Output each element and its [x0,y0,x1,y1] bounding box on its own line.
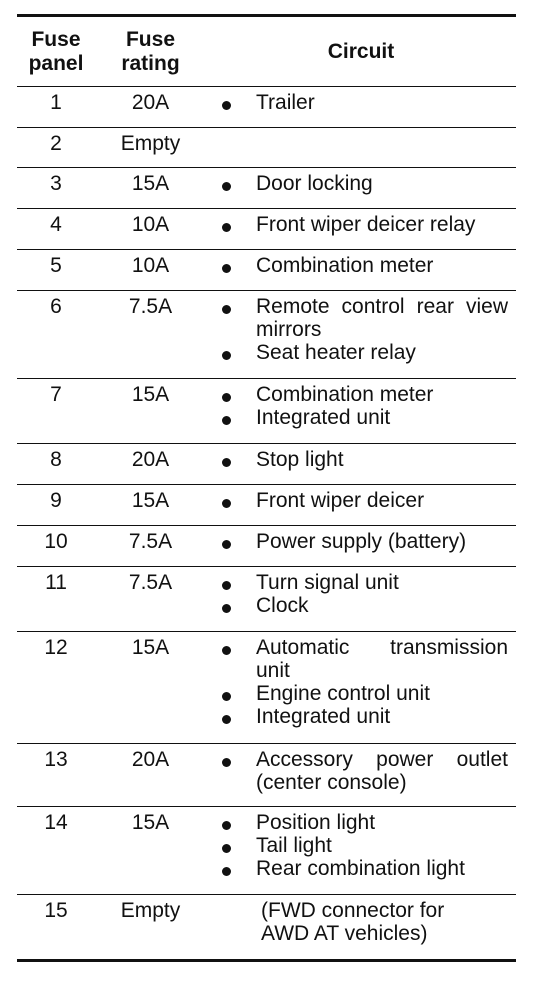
fuse-rating-cell: 15A [131,383,170,406]
circuit-item [206,254,516,277]
fuse-panel-cell: 15 [44,899,68,922]
circuit-cell [206,567,516,631]
circuit-label: Combination meter [256,254,434,277]
circuit-item [206,213,516,236]
table-header [17,17,516,87]
fuse-rating-cell: 7.5A [128,571,173,594]
fuse-rating-cell: 10A [131,213,170,236]
bullet-icon [206,834,256,857]
fuse-rating-cell: 20A [131,748,170,771]
bullet-icon [206,489,256,512]
circuit-label: Integrated unit [256,705,391,728]
circuit-note: (FWD connector for AWD AT vehicles) [261,899,445,945]
fuse-rating-cell: 7.5A [128,295,173,318]
fuse-panel-cell: 7 [50,383,62,406]
circuit-cell [206,291,516,378]
circuit-cell [206,632,516,743]
circuit-item [206,91,516,114]
circuit-item [206,811,516,834]
circuit-label: Power supply (battery) [256,530,467,553]
circuit-cell [206,209,516,249]
table-row [17,209,516,250]
circuit-cell [206,444,516,484]
circuit-label: Accessory power outlet (center console) [256,748,508,794]
bullet-icon [206,705,256,728]
fuse-rating-cell: 15A [131,172,170,195]
fuse-panel-cell: 8 [50,448,62,471]
circuit-item [206,295,516,341]
fuse-panel-cell: 4 [50,213,62,236]
bullet-icon [206,594,256,617]
bullet-icon [206,748,256,794]
circuit-item [206,489,516,512]
circuit-item [206,530,516,553]
circuit-item [206,594,516,617]
circuit-label: Remote control rear view mirrors [256,295,508,341]
circuit-item [206,448,516,471]
bullet-icon [206,254,256,277]
circuit-item [206,705,516,728]
circuit-label: Integrated unit [256,406,391,429]
circuit-item [206,341,516,364]
table-row [17,444,516,485]
fuse-rating-cell: 15A [131,811,170,834]
fuse-rating-cell: Empty [120,899,181,922]
table-row [17,526,516,567]
table-row [17,485,516,526]
circuit-label: Front wiper deicer relay [256,213,476,236]
circuit-label: Combination meter [256,383,434,406]
circuit-cell [206,526,516,566]
fuse-rating-cell: 20A [131,91,170,114]
circuit-label: Position light [256,811,376,834]
table-body [17,87,516,959]
circuit-item [206,857,516,880]
fuse-rating-cell: 7.5A [128,530,173,553]
circuit-cell [206,895,516,959]
fuse-panel-cell: 10 [44,530,68,553]
bullet-icon [206,383,256,406]
circuit-label: Rear combination light [256,857,465,880]
table-row [17,807,516,895]
bullet-icon [206,213,256,236]
table-row [17,291,516,379]
fuse-panel-cell: 9 [50,489,62,512]
table-row [17,128,516,168]
circuit-label: Front wiper deicer [256,489,425,512]
circuit-label: Tail light [256,834,332,857]
circuit-label: Stop light [256,448,344,471]
table-row [17,250,516,291]
circuit-label: Turn signal unit [256,571,399,594]
circuit-item [206,383,516,406]
fuse-panel-cell: 6 [50,295,62,318]
circuit-label: Seat heater relay [256,341,416,364]
bullet-icon [206,406,256,429]
circuit-item [206,682,516,705]
circuit-label: Engine control unit [256,682,430,705]
bullet-icon [206,172,256,195]
fuse-rating-cell: Empty [120,132,181,155]
table-row [17,744,516,807]
fuse-table [17,14,516,962]
table-row [17,168,516,209]
bullet-icon [206,341,256,364]
circuit-cell [206,485,516,525]
circuit-label: Automatic transmission unit [256,636,508,682]
fuse-panel-cell: 1 [50,91,62,114]
circuit-cell [206,250,516,290]
bullet-icon [206,857,256,880]
fuse-rating-cell: 20A [131,448,170,471]
bullet-icon [206,530,256,553]
fuse-panel-cell: 11 [45,571,67,594]
bullet-icon [206,811,256,834]
fuse-panel-cell: 14 [44,811,68,834]
bullet-icon [206,448,256,471]
circuit-item [206,636,516,682]
table-row [17,632,516,744]
circuit-item [206,748,516,794]
bullet-icon [206,91,256,114]
circuit-cell [206,128,516,167]
circuit-cell [206,168,516,208]
header-fuse-panel: Fuse panel [28,27,84,75]
circuit-label: Trailer [256,91,315,114]
circuit-item [206,172,516,195]
table-row [17,379,516,444]
circuit-cell [206,744,516,806]
table-row [17,87,516,128]
fuse-rating-cell: 15A [131,489,170,512]
circuit-label: Clock [256,594,309,617]
bullet-icon [206,571,256,594]
circuit-item [206,571,516,594]
circuit-label: Door locking [256,172,373,195]
bullet-icon [206,636,256,682]
circuit-cell [206,87,516,127]
circuit-cell [206,807,516,894]
fuse-panel-cell: 12 [44,636,68,659]
fuse-panel-cell: 13 [44,748,68,771]
fuse-rating-cell: 10A [131,254,170,277]
circuit-item [206,834,516,857]
bullet-icon [206,682,256,705]
circuit-item [206,406,516,429]
fuse-rating-cell: 15A [131,636,170,659]
fuse-panel-cell: 3 [50,172,62,195]
header-fuse-rating: Fuse rating [121,27,180,75]
fuse-panel-cell: 2 [50,132,62,155]
bullet-icon [206,295,256,341]
table-row [17,895,516,959]
fuse-panel-cell: 5 [50,254,62,277]
circuit-cell [206,379,516,443]
table-row [17,567,516,632]
header-circuit: Circuit [327,39,395,63]
